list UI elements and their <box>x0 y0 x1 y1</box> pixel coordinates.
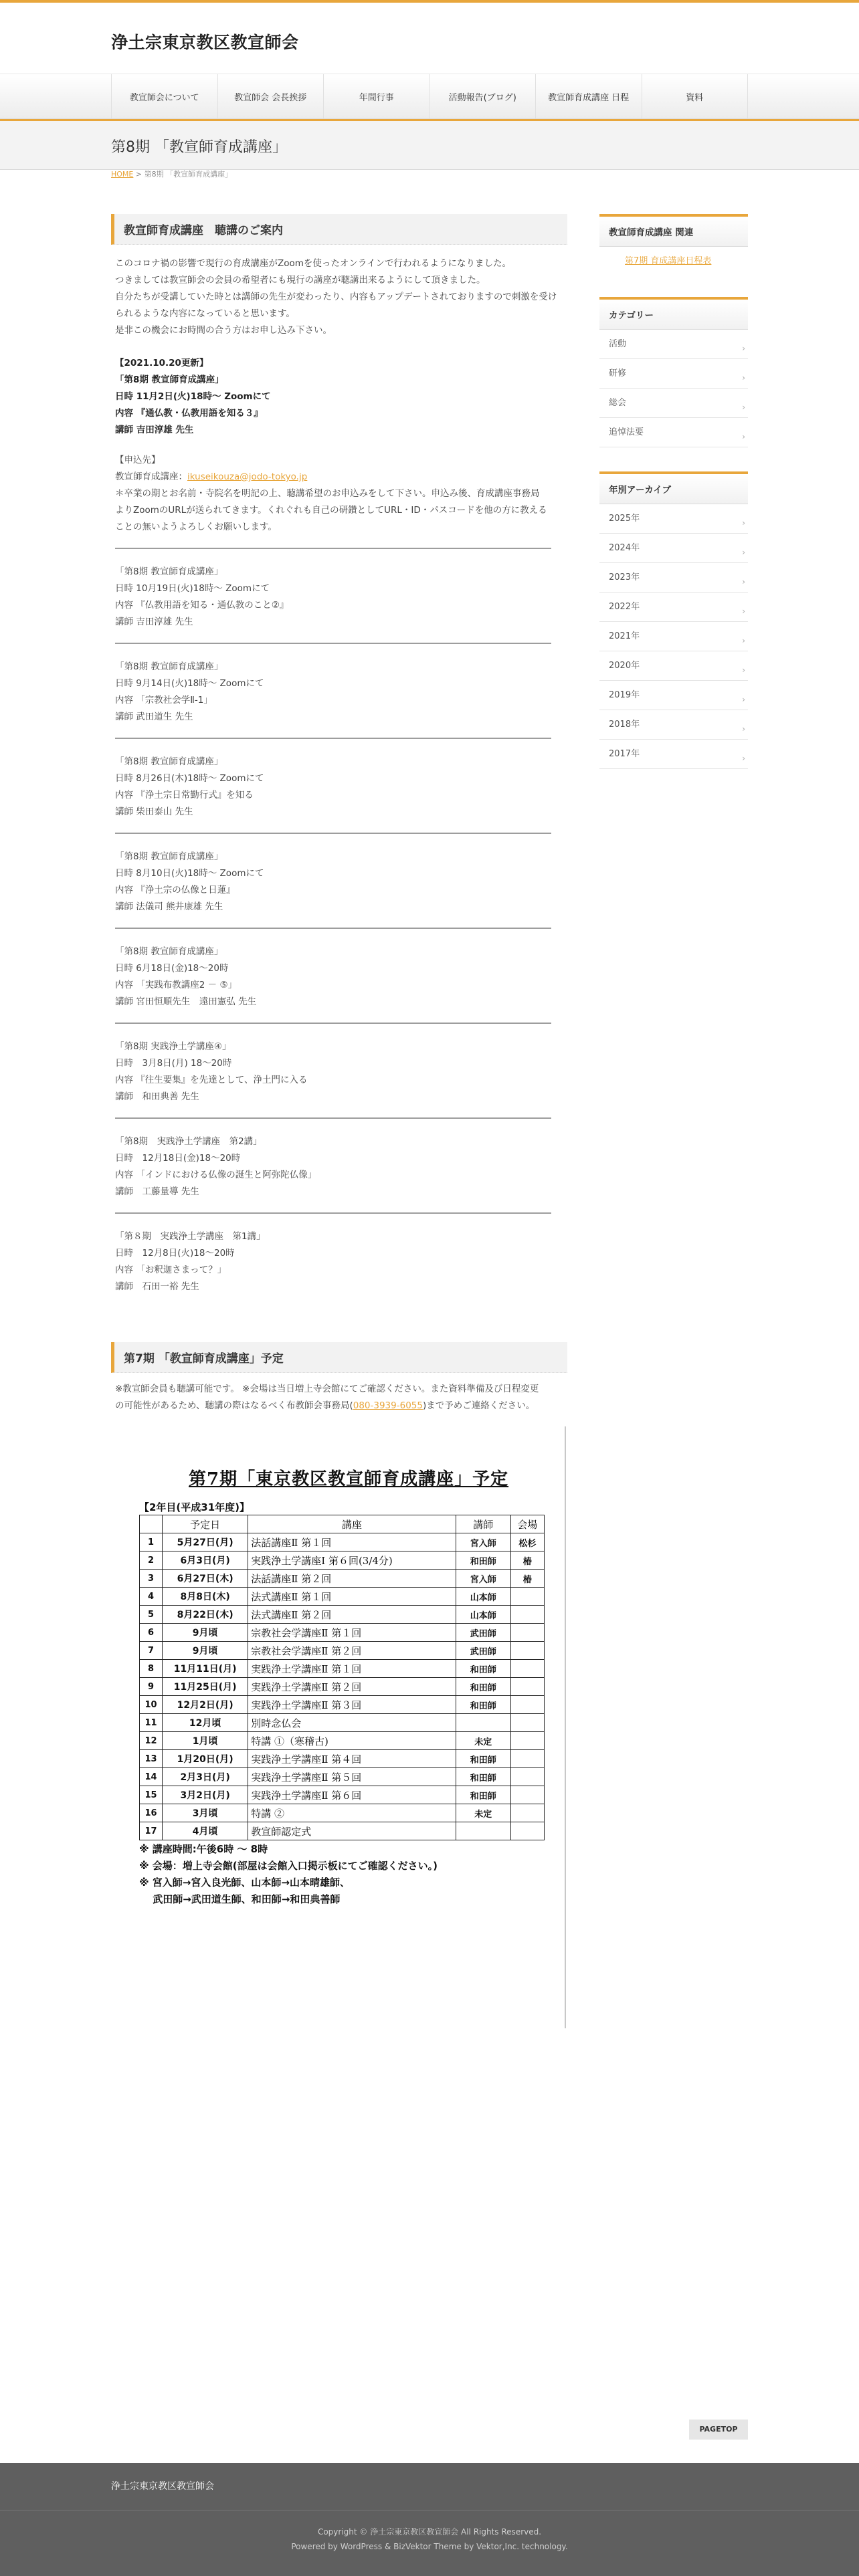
intro-line: つきましては教宣師会の会員の希望者にも現行の講座が聴講出来るようにして頂きました。 <box>115 275 486 286</box>
table-cell-date: 4月頃 <box>163 1822 248 1840</box>
sidebar-item-archive[interactable]: 2022年 › <box>599 593 748 622</box>
entry-datetime: 日時 3月8日(月) 18～20時 <box>115 1058 232 1069</box>
table-cell-venue <box>510 1642 544 1660</box>
table-cell-teacher: 和田師 <box>456 1551 510 1570</box>
table-cell-no: 8 <box>140 1660 163 1678</box>
table-cell-venue <box>510 1714 544 1732</box>
table-cell-teacher: 山本師 <box>456 1606 510 1624</box>
table-cell-teacher <box>456 1714 510 1732</box>
apply-email-link[interactable]: ikuseikouza@jodo-tokyo.jp <box>187 471 308 482</box>
table-row <box>140 1678 545 1696</box>
table-cell-no: 17 <box>140 1822 163 1840</box>
table-cell-date: 12月頃 <box>163 1714 248 1732</box>
schedule-note: ※ 講座時間:午後6時 ～ 8時 <box>139 1843 268 1855</box>
table-cell-no: 3 <box>140 1570 163 1588</box>
table-cell-date: 1月頃 <box>163 1732 248 1750</box>
table-cell-venue <box>510 1624 544 1642</box>
table-cell-venue: 椿 <box>510 1551 544 1570</box>
divider-line <box>115 643 551 644</box>
table-cell-date: 6月3日(月) <box>163 1551 248 1570</box>
table-row <box>140 1786 545 1804</box>
sidebar-item-archive[interactable]: 2020年 › <box>599 651 748 681</box>
table-cell-date: 2月3日(月) <box>163 1768 248 1786</box>
table-row <box>140 1768 545 1786</box>
entry-datetime: 日時 12月18日(金)18～20時 <box>115 1153 241 1164</box>
table-cell-lecture: 法式講座Ⅱ 第２回 <box>248 1606 456 1624</box>
entry-datetime: 日時 10月19日(火)18時～ Zoomにて <box>115 583 270 594</box>
entry-datetime: 日時 12月8日(火)18～20時 <box>115 1248 235 1259</box>
sidebar-archive-heading: 年別アーカイブ <box>599 471 748 504</box>
table-cell-no: 2 <box>140 1551 163 1570</box>
archive-list <box>599 504 748 769</box>
table-cell-teacher: 宮入師 <box>456 1533 510 1551</box>
table-row <box>140 1660 545 1678</box>
table-cell-date: 3月頃 <box>163 1804 248 1822</box>
category-list <box>599 330 748 447</box>
table-cell-lecture: 実践浄土学講座Ⅱ 第４回 <box>248 1750 456 1768</box>
footer <box>0 2463 859 2576</box>
table-cell-no: 16 <box>140 1804 163 1822</box>
entry-datetime: 日時 8月10日(火)18時～ Zoomにて <box>115 868 264 879</box>
entry-content: 内容 『浄土宗の仏像と日蓮』 <box>115 885 235 895</box>
apply-heading: 【申込先】 <box>115 455 161 465</box>
nav-item-blog[interactable]: 活動報告(ブログ) <box>430 74 537 118</box>
sidebar-item-archive[interactable]: 2024年 › <box>599 534 748 563</box>
table-cell-no: 5 <box>140 1606 163 1624</box>
schedule-notice <box>111 1381 567 1414</box>
entry-title: 「第8期 教宣師育成講座」 <box>115 756 223 767</box>
schedule-notes <box>139 1841 438 1908</box>
schedule-table-body <box>140 1533 545 1840</box>
table-cell-no: 7 <box>140 1642 163 1660</box>
intro-line: 自分たちが受講していた時とは講師の先生が変わったり、内容もアップデートされておりますので刺激を受け <box>115 292 557 302</box>
table-cell-date: 5月27日(月) <box>163 1533 248 1551</box>
sidebar-related-link[interactable]: 第7期 育成講座日程表 <box>625 256 712 266</box>
table-cell-date: 11月25日(月) <box>163 1678 248 1696</box>
table-cell-no: 10 <box>140 1696 163 1714</box>
table-cell-teacher: 未定 <box>456 1732 510 1750</box>
table-cell-venue <box>510 1678 544 1696</box>
entry-title: 「第8期 教宣師育成講座」 <box>115 566 223 577</box>
sidebar-item-category[interactable]: 追悼法要 › <box>599 418 748 447</box>
entry-content: 内容 『浄土宗日常勤行式』を知る <box>115 790 254 800</box>
table-cell-venue: 松杉 <box>510 1533 544 1551</box>
table-row <box>140 1804 545 1822</box>
breadcrumb <box>111 169 232 179</box>
entry-title: 「第8期 教宣師育成講座」 <box>115 661 223 672</box>
table-row <box>140 1750 545 1768</box>
footer-site-name[interactable]: 浄土宗東京教区教宣師会 <box>111 2481 214 2492</box>
apply-note-line: よりZoomのURLが送られてきます。くれぐれも自己の研鑽としてURL・ID・パスコードを他の方に教える <box>115 505 547 516</box>
nav-item-course-schedule[interactable]: 教宣師育成講座 日程 <box>536 74 642 118</box>
site-header <box>0 3 859 74</box>
table-cell-venue <box>510 1732 544 1750</box>
table-cell-teacher <box>456 1822 510 1840</box>
table-header-lecture: 講座 <box>248 1515 456 1533</box>
table-cell-lecture: 教宣師認定式 <box>248 1822 456 1840</box>
table-cell-venue <box>510 1786 544 1804</box>
table-cell-no: 9 <box>140 1678 163 1696</box>
notice-line: ※教宣師会員も聴講可能です。 ※会場は当日増上寺会館にてご確認ください。また資料準備及び日程変更 <box>115 1384 539 1394</box>
table-cell-teacher: 宮入師 <box>456 1570 510 1588</box>
table-row <box>140 1606 545 1624</box>
table-cell-date: 9月頃 <box>163 1642 248 1660</box>
schedule-image <box>115 1426 566 2028</box>
divider-line <box>115 1023 551 1024</box>
entry-lecturer: 講師 武田道生 先生 <box>115 712 193 722</box>
table-cell-lecture: 実践浄土学講座Ⅱ 第２回 <box>248 1678 456 1696</box>
table-row <box>140 1822 545 1840</box>
apply-note-line: ことの無いようよろしくお願いします。 <box>115 522 277 532</box>
entry-title: 「第8期 教宣師育成講座」 <box>115 851 223 862</box>
table-cell-venue: 椿 <box>510 1570 544 1588</box>
section-heading-7th-schedule: 第7期 「教宣師育成講座」予定 <box>111 1342 567 1373</box>
update-lecturer: 講師 吉田淳雄 先生 <box>115 425 194 435</box>
sidebar-item-archive[interactable]: 2017年 › <box>599 740 748 769</box>
table-cell-venue <box>510 1588 544 1606</box>
nav-item-greeting[interactable]: 教宣師会 会長挨拶 <box>218 74 324 118</box>
table-cell-lecture: 特講 ①（寒稽古) <box>248 1732 456 1750</box>
table-row <box>140 1624 545 1642</box>
entry-lecturer: 講師 吉田淳雄 先生 <box>115 617 193 627</box>
table-cell-venue <box>510 1660 544 1678</box>
table-cell-date: 9月頃 <box>163 1624 248 1642</box>
breadcrumb-home-link[interactable]: HOME <box>111 170 134 179</box>
page-title-band <box>0 119 859 170</box>
table-cell-lecture: 宗教社会学講座Ⅱ 第１回 <box>248 1624 456 1642</box>
entry-content: 内容 「お釈迦さまって？」 <box>115 1265 227 1275</box>
table-cell-lecture: 実践浄土学講座Ⅰ 第６回(3/4分) <box>248 1551 456 1570</box>
table-cell-teacher: 和田師 <box>456 1660 510 1678</box>
sidebar-category-heading: カテゴリー <box>599 297 748 330</box>
divider-line <box>115 1212 551 1214</box>
sidebar-item-archive[interactable]: 2023年 › <box>599 563 748 593</box>
apply-block <box>111 452 567 536</box>
footer-copyright: Copyright © 浄土宗東京教区教宣師会 All Rights Reserved. <box>317 2527 542 2537</box>
course-entry <box>111 754 567 821</box>
table-header-venue: 会場 <box>510 1515 544 1533</box>
table-row <box>140 1696 545 1714</box>
divider-line <box>115 928 551 929</box>
entry-content: 内容 「インドにおける仏像の誕生と阿弥陀仏像」 <box>115 1170 317 1180</box>
table-cell-lecture: 実践浄土学講座Ⅱ 第１回 <box>248 1660 456 1678</box>
course-entry <box>111 564 567 631</box>
table-cell-lecture: 宗教社会学講座Ⅱ 第２回 <box>248 1642 456 1660</box>
table-cell-date: 6月27日(木) <box>163 1570 248 1588</box>
sidebar-item-category[interactable]: 活動 › <box>599 330 748 359</box>
global-nav <box>0 74 859 119</box>
table-row <box>140 1714 545 1732</box>
nav-item-materials[interactable]: 資料 <box>642 74 749 118</box>
entry-lecturer: 講師 和田典善 先生 <box>115 1091 199 1102</box>
table-cell-lecture: 実践浄土学講座Ⅱ 第３回 <box>248 1696 456 1714</box>
apply-note-line: ＊卒業の期とお名前・寺院名を明記の上、聴講希望のお申込みをして下さい。申込み後、育成講座事務局 <box>115 488 540 499</box>
table-cell-teacher: 和田師 <box>456 1696 510 1714</box>
entry-lecturer: 講師 宮田恒順先生 遠田憲弘 先生 <box>115 996 257 1007</box>
divider-line <box>115 738 551 739</box>
course-entry <box>111 1134 567 1200</box>
intro-line: られるような内容になっていると思います。 <box>115 308 295 319</box>
entry-content: 内容 『仏教用語を知る・通仏教のこと②』 <box>115 600 289 611</box>
table-row <box>140 1588 545 1606</box>
schedule-title: 第7期「東京教区教宣師育成講座」予定 <box>189 1469 509 1489</box>
table-cell-date: 11月11日(月) <box>163 1660 248 1678</box>
table-cell-no: 1 <box>140 1533 163 1551</box>
table-cell-lecture: 特講 ② <box>248 1804 456 1822</box>
table-cell-lecture: 別時念仏会 <box>248 1714 456 1732</box>
course-entry <box>111 944 567 1010</box>
sidebar-item-archive[interactable]: 2025年 › <box>599 504 748 534</box>
table-cell-teacher: 武田師 <box>456 1624 510 1642</box>
entry-title: 「第８期 実践浄土学講座 第1講」 <box>115 1231 266 1242</box>
entry-title: 「第8期 実践浄土学講座 第2講」 <box>115 1136 262 1147</box>
update-course: 「第8期 教宣師育成講座」 <box>115 374 224 385</box>
entry-lecturer: 講師 法儀司 熊井康雄 先生 <box>115 901 223 912</box>
entry-lecturer: 講師 柴田泰山 先生 <box>115 807 193 817</box>
schedule-year: 【2年目(平成31年度)】 <box>139 1501 250 1513</box>
update-content: 内容 『通仏教・仏教用語を知る３』 <box>115 408 263 419</box>
course-entry <box>111 849 567 916</box>
schedule-note: 武田師→武田道生師、和田師→和田典善師 <box>139 1893 341 1905</box>
course-entry <box>111 659 567 726</box>
intro-text <box>111 245 567 339</box>
table-cell-date: 3月2日(月) <box>163 1786 248 1804</box>
update-date: 【2021.10.20更新】 <box>115 358 209 368</box>
sidebar-item-category[interactable]: 研修 › <box>599 359 748 389</box>
table-cell-venue <box>510 1606 544 1624</box>
update-datetime: 日時 11月2日(火)18時～ Zoomにて <box>115 391 271 402</box>
intro-line: 是非この機会にお時間の合う方はお申し込み下さい。 <box>115 325 332 336</box>
table-header-teacher: 講師 <box>456 1515 510 1533</box>
nav-item-events[interactable]: 年間行事 <box>324 74 430 118</box>
sidebar-item-category[interactable]: 総会 › <box>599 389 748 418</box>
table-cell-venue <box>510 1822 544 1840</box>
table-cell-teacher: 和田師 <box>456 1678 510 1696</box>
page-title: 第8期 「教宣師育成講座」 <box>111 139 287 156</box>
table-cell-no: 11 <box>140 1714 163 1732</box>
footer-copyright-block <box>0 2525 859 2554</box>
divider-line <box>115 548 551 549</box>
sidebar <box>599 214 748 769</box>
course-entry <box>111 1228 567 1295</box>
entry-datetime: 日時 8月26日(木)18時～ Zoomにて <box>115 773 264 784</box>
table-cell-date: 12月2日(月) <box>163 1696 248 1714</box>
table-cell-lecture: 実践浄土学講座Ⅱ 第６回 <box>248 1786 456 1804</box>
footer-powered-by: Powered by WordPress & BizVektor Theme by Vektor,Inc. technology. <box>291 2542 568 2551</box>
table-cell-no: 4 <box>140 1588 163 1606</box>
latest-update-block <box>111 355 567 439</box>
table-header-no <box>140 1515 163 1533</box>
table-cell-teacher: 和田師 <box>456 1750 510 1768</box>
table-cell-lecture: 法話講座Ⅱ 第１回 <box>248 1533 456 1551</box>
site-title[interactable]: 浄土宗東京教区教宣師会 <box>111 33 299 52</box>
entry-title: 「第8期 実践浄土学講座④」 <box>115 1041 231 1052</box>
breadcrumb-current: 第8期 「教宣師育成講座」 <box>144 170 233 179</box>
sidebar-item-archive[interactable]: 2018年 › <box>599 710 748 740</box>
divider-line <box>115 833 551 834</box>
course-entry <box>111 1039 567 1105</box>
notice-line: の可能性があるため、聴講の際はなるべく布教師会事務局( <box>115 1400 353 1411</box>
table-cell-teacher: 和田師 <box>456 1786 510 1804</box>
entry-content: 内容 「宗教社会学Ⅱ-1」 <box>115 695 213 706</box>
divider-line <box>115 1117 551 1119</box>
entry-datetime: 日時 6月18日(金)18～20時 <box>115 963 229 974</box>
table-cell-no: 14 <box>140 1768 163 1786</box>
apply-email-label: 教宣師育成講座： <box>115 471 187 482</box>
entry-content: 内容 『往生要集』を先達として、浄土門に入る <box>115 1075 308 1085</box>
nav-item-about[interactable]: 教宣師会について <box>112 74 218 118</box>
table-cell-teacher: 和田師 <box>456 1768 510 1786</box>
schedule-note: ※ 宮入師→宮入良光師、山本師→山本晴雄師、 <box>139 1876 350 1889</box>
table-cell-venue <box>510 1696 544 1714</box>
table-cell-lecture: 実践浄土学講座Ⅱ 第５回 <box>248 1768 456 1786</box>
table-cell-teacher: 山本師 <box>456 1588 510 1606</box>
entry-datetime: 日時 9月14日(火)18時～ Zoomにて <box>115 678 264 689</box>
table-row <box>140 1642 545 1660</box>
table-cell-venue <box>510 1750 544 1768</box>
table-header-date: 予定日 <box>163 1515 248 1533</box>
schedule-table <box>139 1515 545 1840</box>
sidebar-item-archive[interactable]: 2021年 › <box>599 622 748 651</box>
table-row <box>140 1551 545 1570</box>
notice-line: )まで予めご連絡ください。 <box>422 1400 535 1411</box>
sidebar-related-heading: 教宣師育成講座 関連 <box>599 214 748 247</box>
section-heading-guidance: 教宣師育成講座 聴講のご案内 <box>111 214 567 245</box>
entry-lecturer: 講師 石田一裕 先生 <box>115 1281 199 1292</box>
table-row <box>140 1570 545 1588</box>
entry-content: 内容 「実践布教講座2 － ⑤」 <box>115 980 237 990</box>
main-content <box>111 214 567 2028</box>
table-row <box>140 1732 545 1750</box>
table-cell-venue <box>510 1804 544 1822</box>
table-cell-no: 15 <box>140 1786 163 1804</box>
table-cell-date: 8月22日(木) <box>163 1606 248 1624</box>
table-cell-date: 8月8日(木) <box>163 1588 248 1606</box>
entry-lecturer: 講師 工藤量導 先生 <box>115 1186 199 1197</box>
table-cell-no: 12 <box>140 1732 163 1750</box>
table-cell-lecture: 法話講座Ⅱ 第２回 <box>248 1570 456 1588</box>
intro-line: このコロナ禍の影響で現行の育成講座がZoomを使ったオンラインで行われるようになりました。 <box>115 258 512 269</box>
table-cell-no: 6 <box>140 1624 163 1642</box>
table-cell-teacher: 武田師 <box>456 1642 510 1660</box>
schedule-note: ※ 会場：増上寺会館(部屋は会館入口掲示板にてご確認ください。) <box>139 1860 438 1872</box>
table-cell-date: 1月20日(月) <box>163 1750 248 1768</box>
table-cell-teacher: 未定 <box>456 1804 510 1822</box>
breadcrumb-separator: > <box>133 170 145 179</box>
table-row <box>140 1533 545 1551</box>
phone-link[interactable]: 080-3939-6055 <box>353 1400 423 1411</box>
pagetop-button[interactable]: PAGETOP <box>689 2420 748 2440</box>
table-cell-no: 13 <box>140 1750 163 1768</box>
sidebar-item-archive[interactable]: 2019年 › <box>599 681 748 710</box>
table-cell-lecture: 法式講座Ⅱ 第１回 <box>248 1588 456 1606</box>
entry-title: 「第8期 教宣師育成講座」 <box>115 946 223 957</box>
table-cell-venue <box>510 1768 544 1786</box>
